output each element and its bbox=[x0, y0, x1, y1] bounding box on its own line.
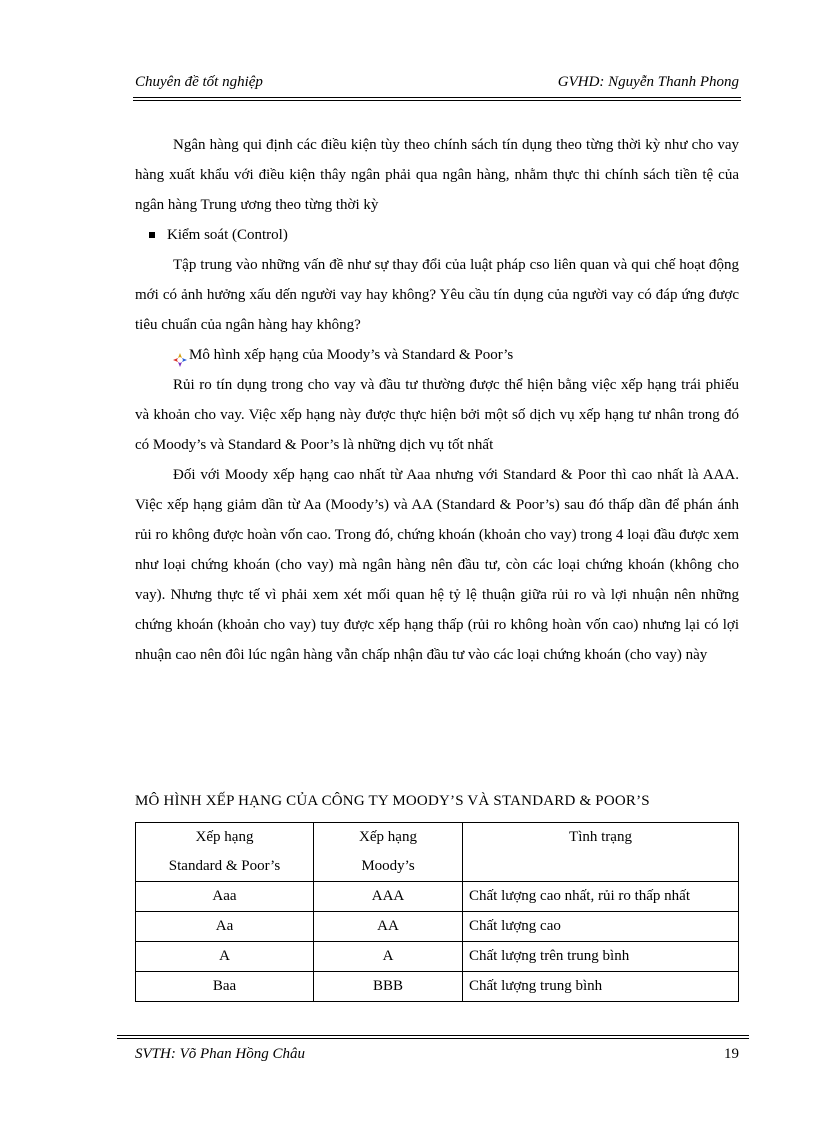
paragraph-credit-conditions: Ngân hàng qui định các điều kiện tùy theo chính sách tín dụng theo từng thời kỳ như cho vay hàng xuất khẩu với điều kiện thây ngân phải qua ngân hàng, nhằm thực thi chính sách tiền tệ của ngân hàng Trung ương theo từng thời kỳ bbox=[135, 137, 739, 213]
cell-sp: Baa bbox=[136, 972, 314, 1002]
header-sp-line1: Xếp hạng bbox=[195, 829, 254, 845]
footer-author: SVTH: Võ Phan Hồng Châu bbox=[135, 1046, 305, 1062]
header-sp bbox=[136, 823, 314, 882]
diamond-arrows-icon bbox=[173, 348, 187, 362]
paragraph-credit-risk: Rủi ro tín dụng trong cho vay và đầu tư thường được thể hiện bằng việc xếp hạng trái phiếu và khoản cho vay. Việc xếp hạng này được thực hiện bởi một số dịch vụ xếp hạng tư nhân trong đó có Moody’s và Standard & Poor’s là những dịch vụ tốt nhất bbox=[135, 377, 739, 453]
rating-table bbox=[135, 822, 739, 1002]
cell-moody: AA bbox=[314, 912, 463, 942]
cell-status: Chất lượng trên trung bình bbox=[463, 942, 739, 972]
table-row bbox=[136, 882, 739, 912]
table-row bbox=[136, 972, 739, 1002]
subheading-rating-model bbox=[135, 340, 739, 370]
header-moody-line1: Xếp hạng bbox=[359, 829, 417, 845]
page-header bbox=[135, 74, 739, 96]
subheading-text: Mô hình xếp hạng của Moody’s và Standard & Poor’s bbox=[189, 347, 514, 363]
footer-rule bbox=[117, 1035, 749, 1039]
cell-status: Chất lượng cao nhất, rủi ro thấp nhất bbox=[463, 882, 739, 912]
header-sp-line2: Standard & Poor’s bbox=[168, 858, 281, 874]
table-header-row bbox=[136, 823, 739, 882]
cell-status: Chất lượng cao bbox=[463, 912, 739, 942]
page-number: 19 bbox=[724, 1046, 739, 1062]
cell-moody: BBB bbox=[314, 972, 463, 1002]
header-advisor: GVHD: Nguyễn Thanh Phong bbox=[557, 74, 739, 90]
paragraph-moody-ratings: Đối với Moody xếp hạng cao nhất từ Aaa nhưng với Standard & Poor thì cao nhất là AAA. Việc xếp hạng giảm dần từ Aa (Moody’s) và AA (Standard & Poor’s) sau đó thấp dần để phán ánh rủi ro không được hoàn vốn cao. Trong đó, chứng khoán (khoản cho vay) trong 4 loại đầu được xem như loại chứng khoán (cho vay) mà ngân hàng nên đầu tư, còn các loại chứng khoán (không cho vay). Nhưng thực tế vì phải xem xét mối quan hệ tỷ lệ thuận giữa rủi ro và lợi nhuận nên những chứng khoán (khoản cho vay) tuy được xếp hạng thấp (rủi ro không hoàn vốn cao) nhưng lại có lợi nhuận cao nên đôi lúc ngân hàng vẫn chấp nhận đầu tư vào các loại chứng khoán (cho vay) này bbox=[135, 467, 739, 663]
cell-status: Chất lượng trung bình bbox=[463, 972, 739, 1002]
table-row bbox=[136, 942, 739, 972]
paragraph-control-focus: Tập trung vào những vấn đề như sự thay đổi của luật pháp cso liên quan và qui chế hoạt động mới có ảnh hưởng xấu dến người vay hay không? Yêu cầu tín dụng của người vay có đáp ứng được tiêu chuẩn của ngân hàng hay không? bbox=[135, 257, 739, 333]
header-moody bbox=[314, 823, 463, 882]
bullet-label: Kiểm soát (Control) bbox=[167, 227, 288, 243]
cell-sp: Aa bbox=[136, 912, 314, 942]
header-title: Chuyên đề tốt nghiệp bbox=[135, 74, 263, 90]
square-bullet-icon bbox=[149, 232, 155, 238]
cell-moody: AAA bbox=[314, 882, 463, 912]
header-rule bbox=[133, 97, 741, 101]
cell-sp: A bbox=[136, 942, 314, 972]
table-row bbox=[136, 912, 739, 942]
document-body bbox=[135, 130, 739, 670]
bullet-control bbox=[135, 220, 739, 250]
header-status: Tình trạng bbox=[463, 823, 739, 882]
cell-sp: Aaa bbox=[136, 882, 314, 912]
table-title: MÔ HÌNH XẾP HẠNG CỦA CÔNG TY MOODY’S VÀ STANDARD & POOR’S bbox=[135, 793, 650, 809]
cell-moody: A bbox=[314, 942, 463, 972]
header-moody-line2: Moody’s bbox=[361, 858, 415, 874]
